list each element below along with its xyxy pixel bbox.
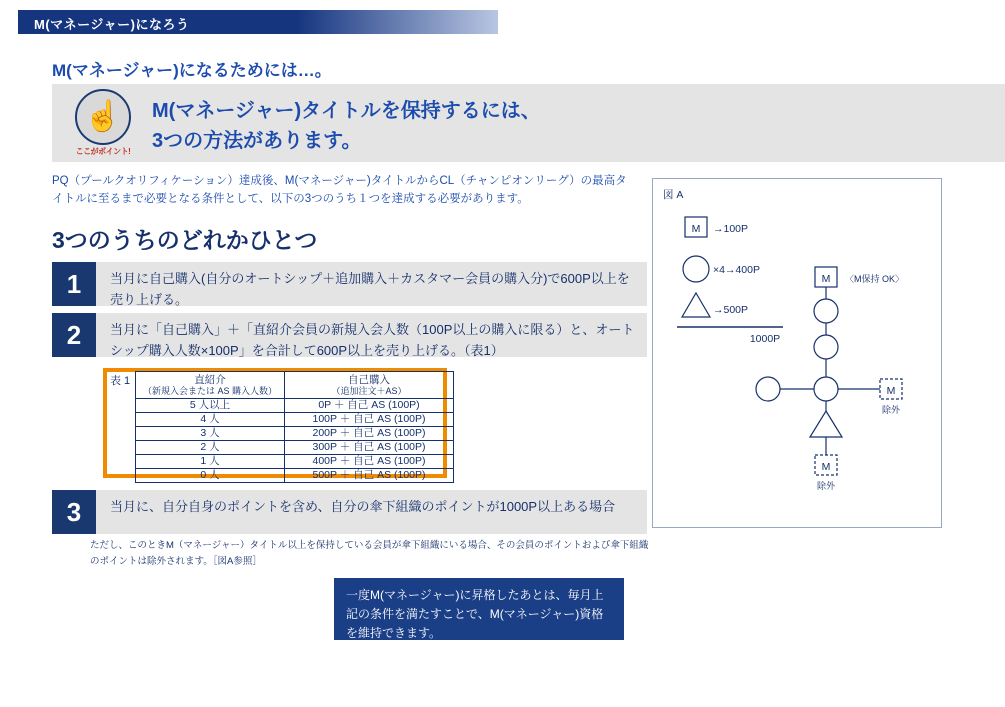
- table-cell-self: 500P ＋ 自己 AS (100P): [285, 469, 454, 483]
- table-header-2-main: 自己購入: [348, 373, 390, 386]
- svg-text:×4→400P: ×4→400P: [713, 264, 760, 276]
- table-cell-direct: 2 人: [136, 441, 285, 455]
- condition-2-text: 当月に「自己購入」＋「直紹介会員の新規入会人数（100P以上の購入に限る）と、オートシップ購入人数×100P」を合計して600P以上を売り上げる。（表1）: [96, 313, 647, 357]
- table-cell-direct: 3 人: [136, 427, 285, 441]
- footnote-text: ただし、このときM（マネージャー）タイトル以上を保持している会員が傘下組織にいる場合、その会員のポイントおよび傘下組織のポイントは除外されます。［図A参照］: [90, 540, 649, 568]
- table-cell-direct: 4 人: [136, 413, 285, 427]
- callout-box: 一度M(マネージャー)に昇格したあとは、毎月上記の条件を満たすことで、M(マネージャー)資格を維持できます。: [334, 578, 624, 640]
- figure-a-label: 図 A: [663, 189, 684, 201]
- page-header-bar: [18, 10, 498, 34]
- condition-item-2: [52, 313, 647, 357]
- lead-text: M(マネージャー)になるためには…。: [52, 61, 332, 80]
- table-header-2-sub: （追加注文＋AS）: [331, 385, 407, 396]
- table-cell-self: 300P ＋ 自己 AS (100P): [285, 441, 454, 455]
- condition-1-text: 当月に自己購入(自分のオートシップ＋追加購入＋カスタマー会員の購入分)で600P以上を売り上げる。: [96, 262, 647, 306]
- condition-item-3: [52, 490, 647, 534]
- highlight-text: [152, 96, 541, 156]
- table-header-cell-1: [136, 372, 285, 399]
- table-row: [136, 469, 454, 483]
- svg-text:M: M: [821, 461, 831, 473]
- table-row: [136, 441, 454, 455]
- highlight-line-2: 3つの方法があります。: [152, 130, 362, 152]
- figure-a-diagram: [653, 179, 941, 527]
- table-header-1-sub: （新規入会または AS 購入人数）: [142, 385, 277, 396]
- table-row: [136, 455, 454, 469]
- intro-paragraph: PQ（プールクオリフィケーション）達成後、M(マネージャー)タイトルからCL（チャンピオンリーグ）の最高タイトルに至るまで必要となる条件として、以下の3つのうち１つを達成する必要があります。: [52, 175, 627, 206]
- table-header-cell-2: [285, 372, 454, 399]
- table-cell-self: 200P ＋ 自己 AS (100P): [285, 427, 454, 441]
- table-cell-direct: 1 人: [136, 455, 285, 469]
- point-table: [135, 371, 454, 483]
- svg-text:M: M: [886, 385, 896, 397]
- table-header-row: [136, 372, 454, 399]
- svg-text:M: M: [691, 223, 701, 235]
- table-cell-direct: 5 人以上: [136, 399, 285, 413]
- condition-item-1: [52, 262, 647, 306]
- svg-text:除外: 除外: [816, 481, 836, 491]
- condition-2-number: 2: [52, 313, 96, 357]
- highlight-line-1: M(マネージャー)タイトルを保持するには、: [152, 100, 541, 122]
- highlight-panel: [52, 84, 1005, 162]
- table-row: [136, 413, 454, 427]
- figure-a-panel: [652, 178, 942, 528]
- page-title: M(マネージャー)になろう: [34, 17, 190, 32]
- table-cell-direct: 0 人: [136, 469, 285, 483]
- point-table-caption: 表 1: [110, 375, 131, 387]
- table-cell-self: 100P ＋ 自己 AS (100P): [285, 413, 454, 427]
- table-row: [136, 399, 454, 413]
- condition-3-text: 当月に、自分自身のポイントを含め、自分の傘下組織のポイントが1000P以上ある場合: [96, 490, 647, 534]
- point-badge: [66, 89, 140, 157]
- table-header-1-main: 直紹介: [194, 373, 226, 386]
- table-cell-self: 400P ＋ 自己 AS (100P): [285, 455, 454, 469]
- svg-text:→100P: →100P: [713, 223, 749, 235]
- svg-text:1000P: 1000P: [749, 333, 781, 345]
- table-row: [136, 427, 454, 441]
- svg-text:M: M: [821, 273, 831, 285]
- svg-text:〈M保持 OK〉: 〈M保持 OK〉: [845, 274, 905, 284]
- section-heading: 3つのうちのどれかひとつ: [52, 227, 318, 253]
- condition-3-number: 3: [52, 490, 96, 534]
- point-badge-label: ここがポイント!: [75, 147, 131, 156]
- condition-1-number: 1: [52, 262, 96, 306]
- svg-text:除外: 除外: [881, 405, 901, 415]
- svg-text:→500P: →500P: [713, 304, 749, 316]
- table-cell-self: 0P ＋ 自己 AS (100P): [285, 399, 454, 413]
- pointing-hand-icon: ☝: [75, 89, 131, 145]
